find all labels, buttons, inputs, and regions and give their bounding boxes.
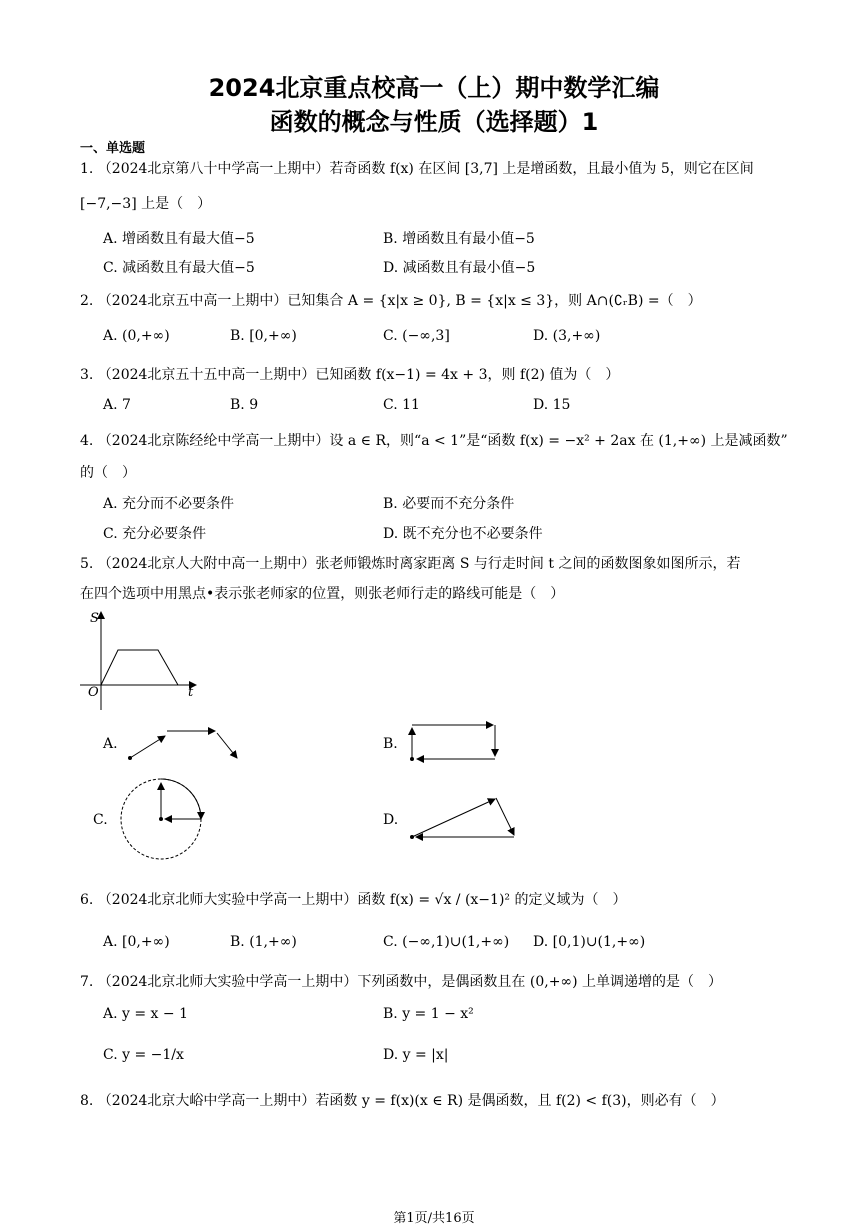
question-4-stem-line2: 的（ ）	[80, 465, 136, 481]
distance-time-graph	[78, 608, 218, 718]
route-a-diagram	[125, 725, 245, 765]
question-1-option-d: D. 减函数且有最小值−5	[383, 260, 536, 276]
question-4-option-c: C. 充分必要条件	[103, 526, 207, 542]
question-1-stem-line1: 1. （2024北京第八十中学高一上期中）若奇函数 f(x) 在区间 [3,7] 上是增函数，且最小值为 5，则它在区间	[80, 161, 754, 177]
question-3-option-a: A. 7	[103, 397, 131, 413]
question-7-option-a: A. y = x − 1	[103, 1006, 188, 1022]
question-8-stem: 8. （2024北京大峪中学高一上期中）若函数 y = f(x)(x ∈ R) 是偶函数，且 f(2) < f(3)，则必有（ ）	[80, 1093, 725, 1109]
question-1-option-a: A. 增函数且有最大值−5	[103, 231, 255, 247]
question-3-option-b: B. 9	[230, 397, 259, 413]
question-7-option-c: C. y = −1/x	[103, 1047, 184, 1063]
question-7-stem: 7. （2024北京北师大实验中学高一上期中）下列函数中，是偶函数且在 (0,+∞) 上单调递增的是（ ）	[80, 974, 723, 990]
graph-curve	[101, 650, 178, 685]
question-6-option-c: C. (−∞,1)∪(1,+∞)	[383, 934, 510, 950]
question-5-stem-line2: 在四个选项中用黑点•表示张老师家的位置，则张老师行走的路线可能是（ ）	[80, 586, 565, 602]
question-6-option-a: A. [0,+∞)	[103, 934, 170, 950]
question-3-option-c: C. 11	[383, 397, 420, 413]
question-7-option-b: B. y = 1 − x²	[383, 1006, 474, 1022]
question-6-option-b: B. (1,+∞)	[230, 934, 297, 950]
doc-title-line2: 函数的概念与性质（选择题）1	[269, 108, 599, 136]
question-2-stem: 2. （2024北京五中高一上期中）已知集合 A = {x|x ≥ 0}, B = {x|x ≤ 3}，则 A∩(∁ᵣB) =（ ）	[80, 293, 702, 309]
question-2-option-c: C. (−∞,3]	[383, 328, 450, 344]
question-4-option-b: B. 必要而不充分条件	[383, 496, 515, 512]
question-4-stem-line1: 4. （2024北京陈经纶中学高一上期中）设 a ∈ R，则“a < 1”是“函数 f(x) = −x² + 2ax 在 (1,+∞) 上是减函数”	[80, 433, 788, 449]
question-6-stem: 6. （2024北京北师大实验中学高一上期中）函数 f(x) = √x / (x−1)² 的定义域为（ ）	[80, 892, 627, 908]
question-5-option-d: D.	[383, 812, 399, 828]
question-1-option-b: B. 增函数且有最小值−5	[383, 231, 535, 247]
question-4-option-a: A. 充分而不必要条件	[103, 496, 235, 512]
question-1-option-c: C. 减函数且有最大值−5	[103, 260, 255, 276]
question-5-stem-line1: 5. （2024北京人大附中高一上期中）张老师锻炼时离家距离 S 与行走时间 t 之间的函数图象如图所示，若	[80, 556, 741, 572]
s-axis-label: S	[90, 611, 99, 626]
question-2-option-d: D. (3,+∞)	[533, 328, 601, 344]
question-3-stem: 3. （2024北京五十五中高一上期中）已知函数 f(x−1) = 4x + 3，则 f(2) 值为（ ）	[80, 367, 620, 383]
question-5-option-a: A.	[103, 736, 118, 752]
question-7-option-d: D. y = |x|	[383, 1047, 449, 1063]
question-4-option-d: D. 既不充分也不必要条件	[383, 526, 543, 542]
route-b-diagram	[405, 720, 505, 765]
route-d-diagram	[405, 792, 515, 842]
section-heading: 一、单选题	[80, 141, 146, 156]
origin-label: O	[88, 685, 99, 700]
doc-title-line1: 2024北京重点校高一（上）期中数学汇编	[208, 74, 660, 102]
question-5-option-b: B.	[383, 736, 398, 752]
question-1-stem-line2: [−7,−3] 上是（ ）	[80, 196, 212, 212]
question-2-option-a: A. (0,+∞)	[103, 328, 170, 344]
question-3-option-d: D. 15	[533, 397, 571, 413]
t-axis-label: t	[188, 685, 194, 700]
question-6-option-d: D. [0,1)∪(1,+∞)	[533, 934, 646, 950]
question-2-option-b: B. [0,+∞)	[230, 328, 297, 344]
page-footer: 第1页/共16页	[393, 1211, 475, 1226]
question-5-option-c: C.	[93, 812, 108, 828]
route-c-diagram	[117, 775, 207, 865]
